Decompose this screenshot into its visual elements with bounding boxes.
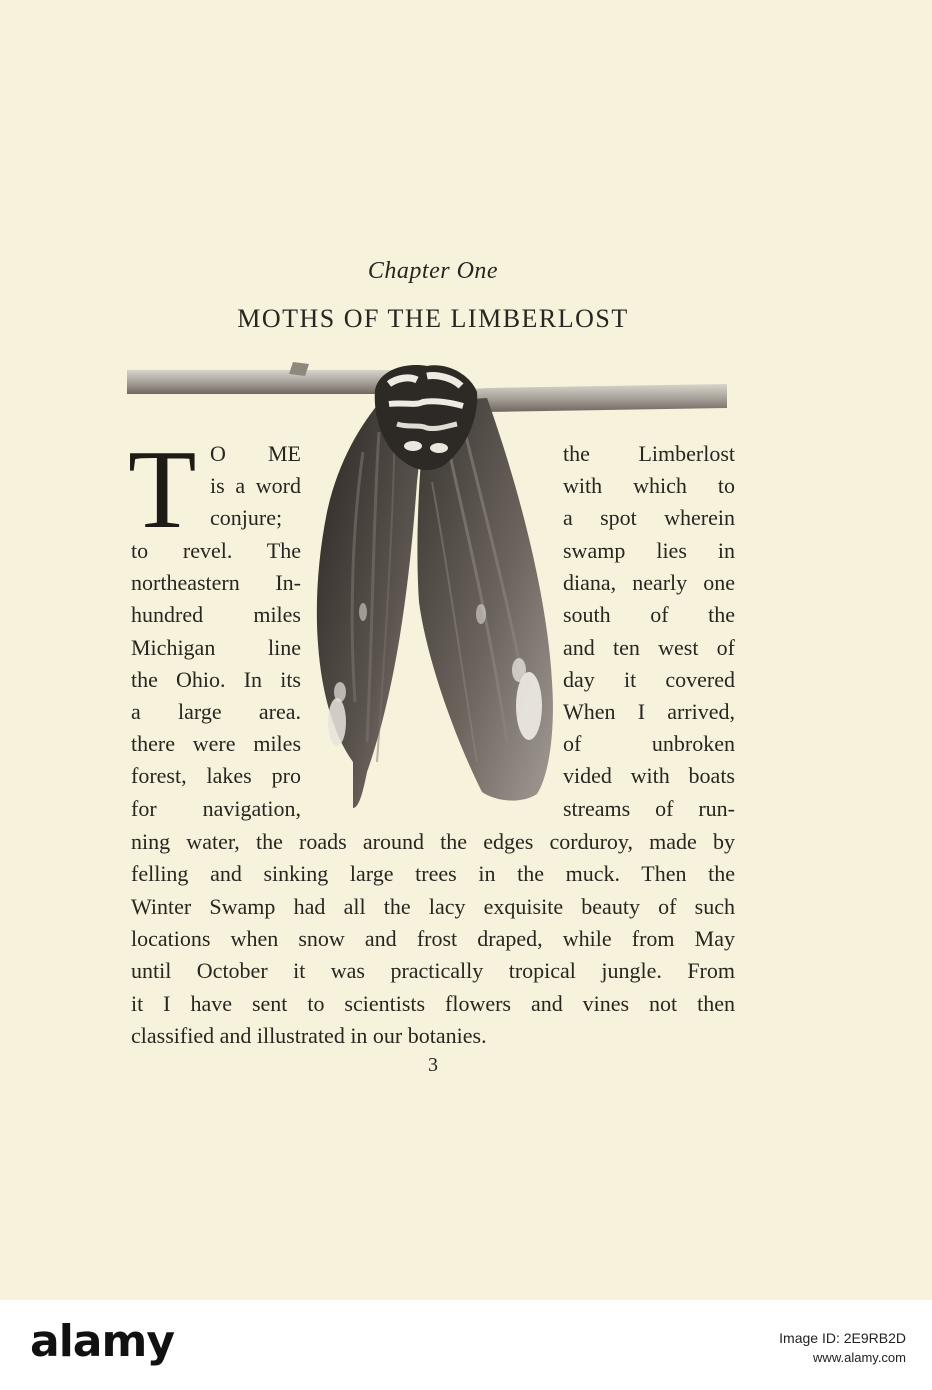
body-line: until October it was practically tropical jungle. From [131,958,735,983]
left-column-line: the Ohio. In its [131,667,301,692]
right-column-line: diana, nearly one [563,570,735,595]
right-column-line: and ten west of [563,635,735,660]
image-id: Image ID: 2E9RB2D [779,1330,906,1346]
right-column-line: with which to [563,473,735,498]
body-line: ning water, the roads around the edges corduroy, made by [131,829,735,854]
right-column-line: vided with boats [563,763,735,788]
body-line: it I have sent to scientists flowers and vines not then [131,991,735,1016]
right-column-line: day it covered [563,667,735,692]
left-column-line: there were miles [131,731,301,756]
left-column-line: O ME [210,441,301,466]
left-column-line: Michigan line [131,635,301,660]
left-column-line: a large area. [131,699,301,724]
footer-url: www.alamy.com [813,1350,906,1365]
body-line: Winter Swamp had all the lacy exquisite beauty of such [131,894,735,919]
right-column-line: streams of run- [563,796,735,821]
alamy-logo: alamy [30,1316,174,1367]
left-column-line: hundred miles [131,602,301,627]
right-column-line: When I arrived, [563,699,735,724]
chapter-heading: Chapter One [367,258,499,284]
body-line: locations when snow and frost draped, while from May [131,926,735,951]
left-column-line: for navigation, [131,796,301,821]
body-line: felling and sinking large trees in the muck. Then the [131,861,735,886]
left-column-line: to revel. The [131,538,301,563]
left-column-line: northeastern In- [131,570,301,595]
body-line: classified and illustrated in our botanies. [131,1023,487,1048]
left-column-line: conjure; [210,505,283,530]
page-number: 3 [428,1054,438,1076]
drop-cap: T [128,428,197,552]
right-column-line: the Limberlost [563,441,735,466]
right-column-line: a spot wherein [563,505,735,530]
right-column-line: south of the [563,602,735,627]
left-column-line: is a word [210,473,301,498]
right-column-line: of unbroken [563,731,735,756]
chapter-title: MOTHS OF THE LIMBERLOST [237,304,629,333]
right-column-line: swamp lies in [563,538,735,563]
left-column-line: forest, lakes pro [131,763,301,788]
